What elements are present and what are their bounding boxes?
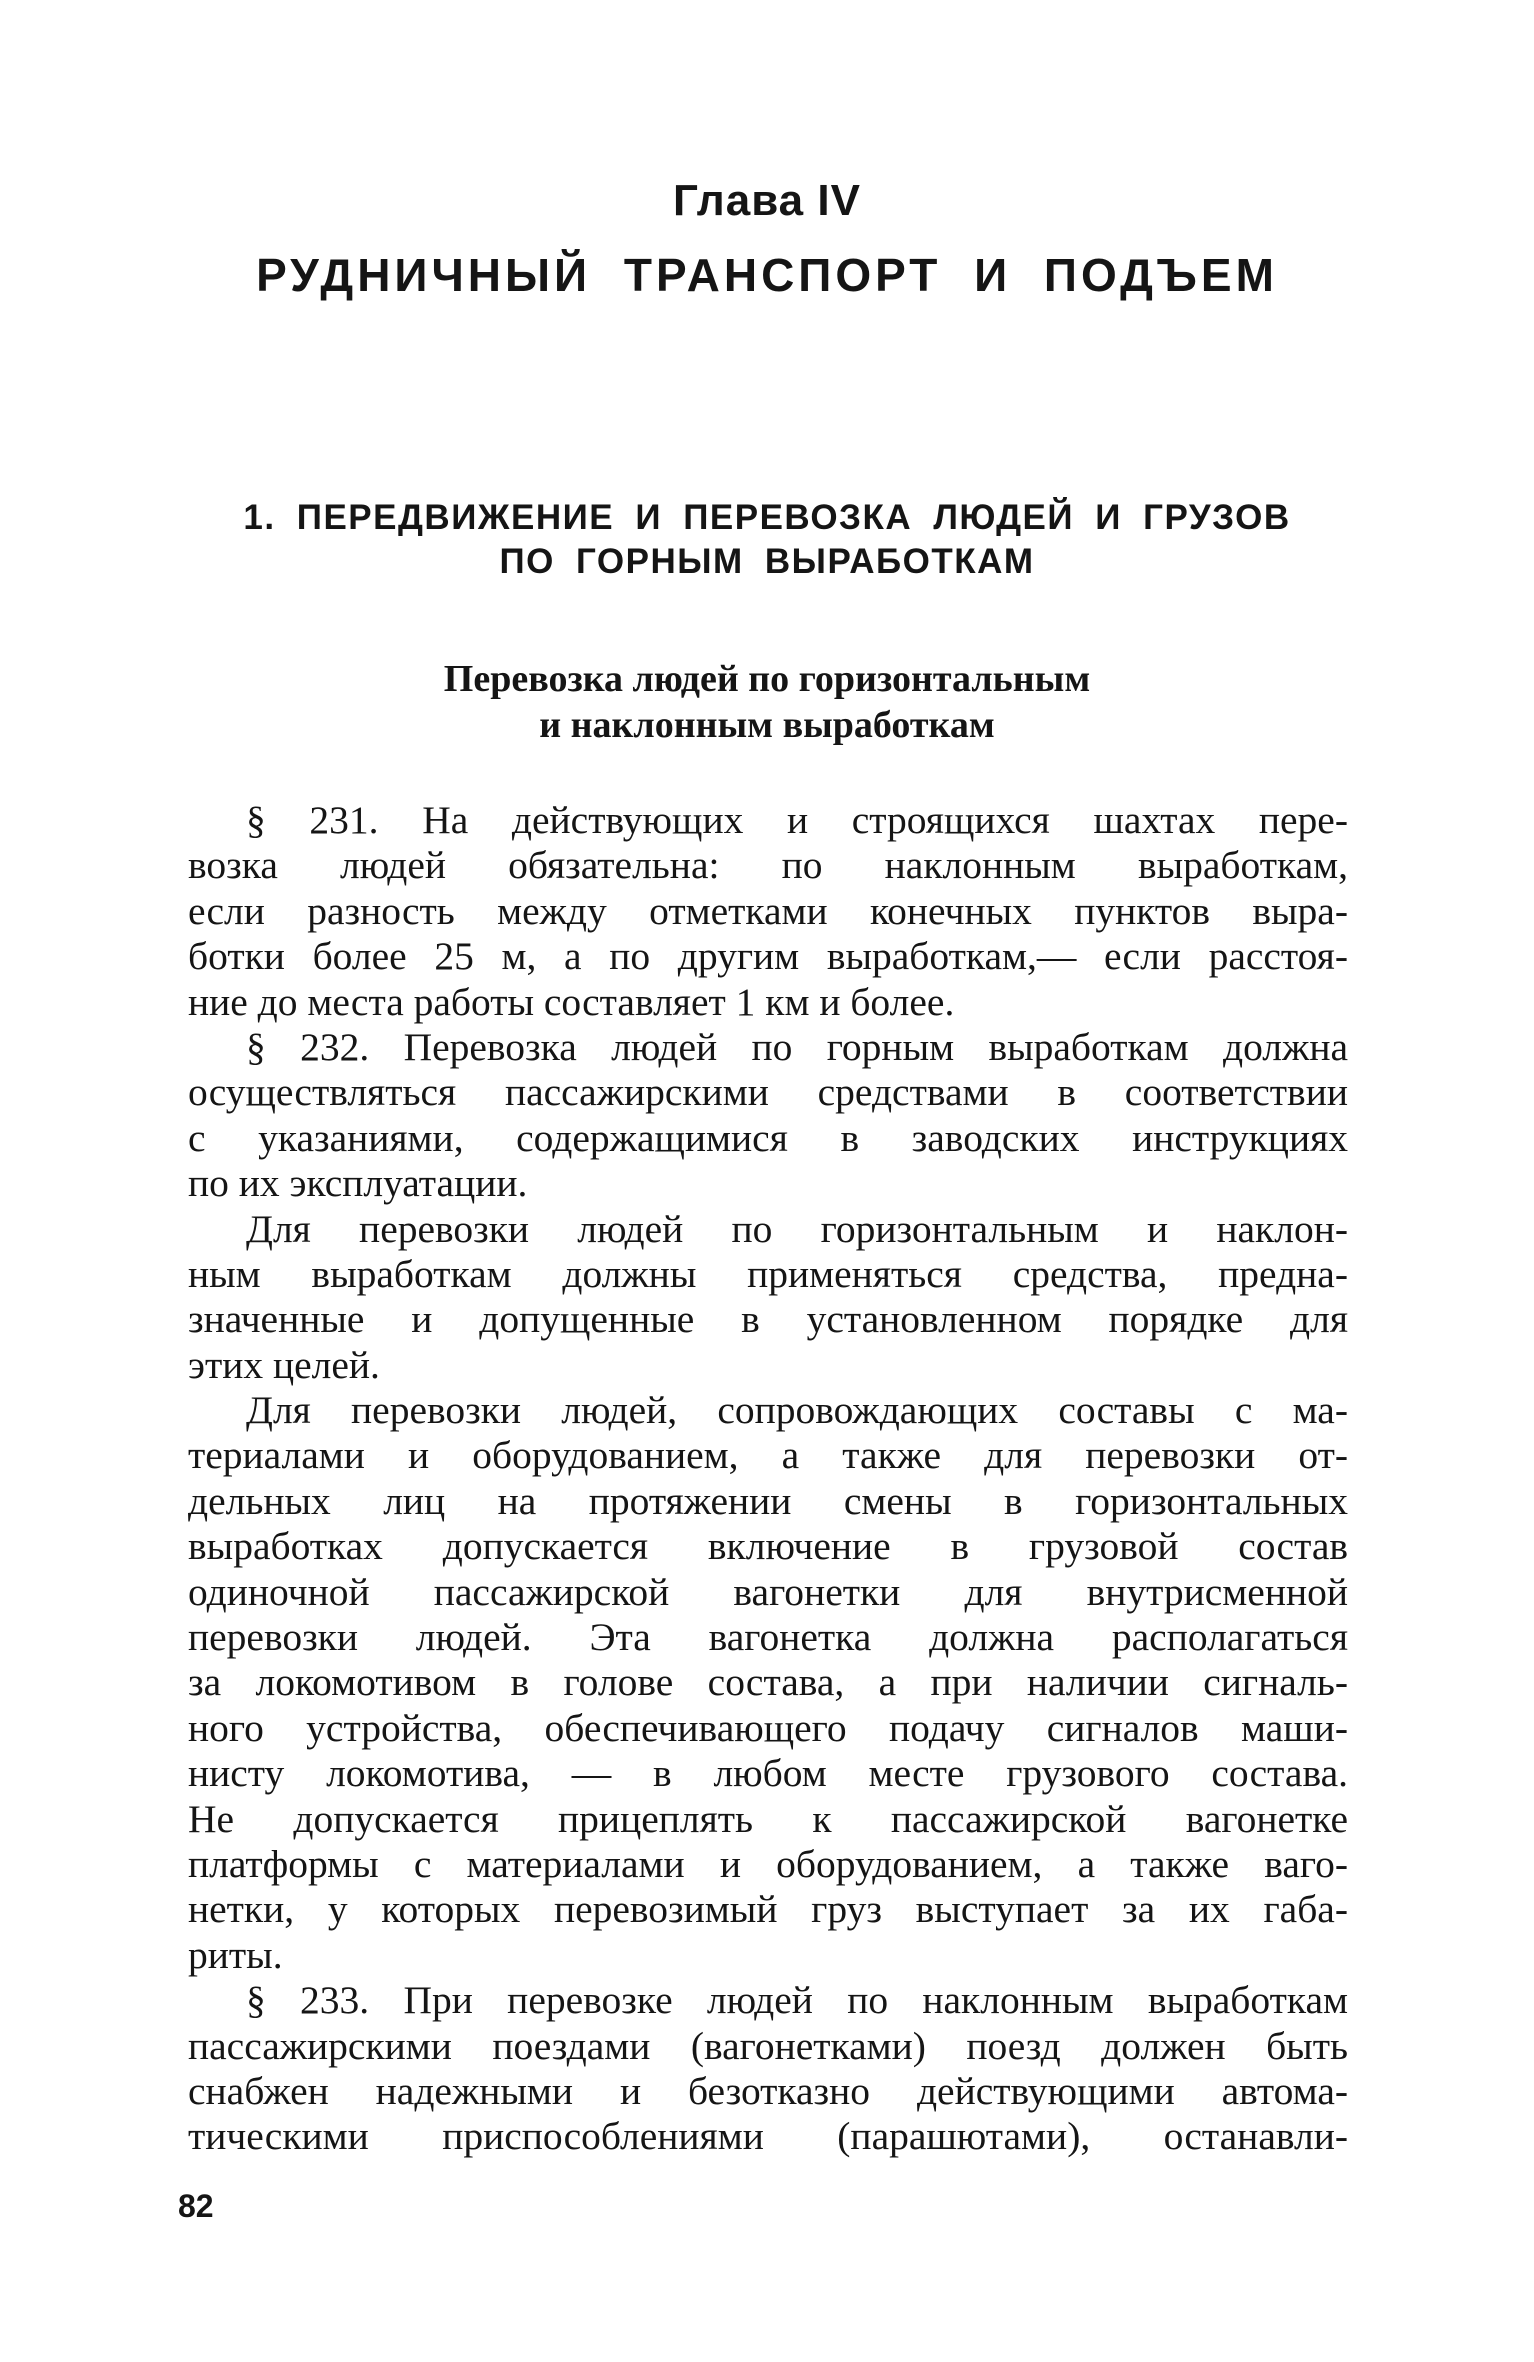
paragraph-line: значенные и допущенные в установленном порядке для bbox=[188, 1297, 1348, 1342]
paragraph-233-line: снабжен надежными и безотказно действующими автома- bbox=[188, 2068, 1348, 2113]
chapter-number: Глава IV bbox=[673, 176, 861, 225]
subsection-title-line: Перевозка людей по горизонтальным bbox=[443, 658, 1091, 700]
section-title-line: ПО ГОРНЫМ ВЫРАБОТКАМ bbox=[499, 542, 1035, 581]
paragraph-line: ного устройства, обеспечивающего подачу сигналов маши- bbox=[188, 1705, 1348, 1750]
body-text bbox=[188, 798, 1348, 2160]
paragraph-line: Для перевозки людей по горизонтальным и наклон- bbox=[246, 1206, 1348, 1251]
paragraph-line: нисту локомотива, — в любом месте грузового состава. bbox=[188, 1751, 1348, 1796]
paragraph-231-line: § 231. На действующих и строящихся шахтах пере- bbox=[246, 798, 1348, 842]
paragraph-232-line: по их эксплуатации. bbox=[188, 1161, 528, 1206]
paragraph-232-line: § 232. Перевозка людей по горным выработкам должна bbox=[246, 1024, 1348, 1069]
paragraph-line: одиночной пассажирской вагонетки для внутрисменной bbox=[188, 1569, 1348, 1614]
paragraph-232-line: с указаниями, содержащимися в заводских инструкциях bbox=[188, 1115, 1348, 1160]
paragraph-line: этих целей. bbox=[188, 1342, 380, 1387]
section-title bbox=[0, 496, 1534, 584]
paragraph-line: платформы с материалами и оборудованием, а также ваго- bbox=[188, 1841, 1348, 1886]
subsection-title-line: и наклонным выработкам bbox=[539, 704, 995, 746]
paragraph-line: дельных лиц на протяжении смены в горизонтальных bbox=[188, 1478, 1348, 1523]
paragraph-line: перевозки людей. Эта вагонетка должна располагаться bbox=[188, 1615, 1348, 1660]
paragraph-line: нетки, у которых перевозимый груз выступает за их габа- bbox=[188, 1887, 1348, 1932]
paragraph-231-line: ботки более 25 м, а по другим выработкам,— если расстоя- bbox=[188, 934, 1348, 979]
paragraph-233-line: § 233. При перевозке людей по наклонным выработкам bbox=[246, 1978, 1348, 2023]
paragraph-232-line: осуществляться пассажирскими средствами в соответствии bbox=[188, 1070, 1348, 1115]
paragraph-line: ным выработкам должны применяться средства, предна- bbox=[188, 1251, 1348, 1296]
subsection-title bbox=[0, 656, 1534, 748]
paragraph-line: Не допускается прицеплять к пассажирской вагонетке bbox=[188, 1796, 1348, 1841]
paragraph-233-line: пассажирскими поездами (вагонетками) поезд должен быть bbox=[188, 2023, 1348, 2068]
paragraph-line: выработках допускается включение в грузовой состав bbox=[188, 1524, 1348, 1569]
paragraph-231-line: ние до места работы составляет 1 км и более. bbox=[188, 979, 955, 1024]
page-number: 82 bbox=[178, 2188, 214, 2224]
chapter-title: РУДНИЧНЫЙ ТРАНСПОРТ И ПОДЪЕМ bbox=[256, 249, 1278, 301]
paragraph-231-line: возка людей обязательна: по наклонным выработкам, bbox=[188, 843, 1348, 888]
paragraph-line: за локомотивом в голове состава, а при наличии сигналь- bbox=[188, 1660, 1348, 1705]
paragraph-line: териалами и оборудованием, а также для перевозки от- bbox=[188, 1433, 1348, 1478]
paragraph-line: риты. bbox=[188, 1932, 283, 1977]
section-title-line: 1. ПЕРЕДВИЖЕНИЕ И ПЕРЕВОЗКА ЛЮДЕЙ И ГРУЗОВ bbox=[243, 498, 1291, 537]
paragraph-233-line: тическими приспособлениями (парашютами), останавли- bbox=[188, 2114, 1348, 2159]
paragraph-line: Для перевозки людей, сопровождающих составы с ма- bbox=[246, 1388, 1348, 1433]
paragraph-231-line: если разность между отметками конечных пунктов выра- bbox=[188, 888, 1348, 933]
